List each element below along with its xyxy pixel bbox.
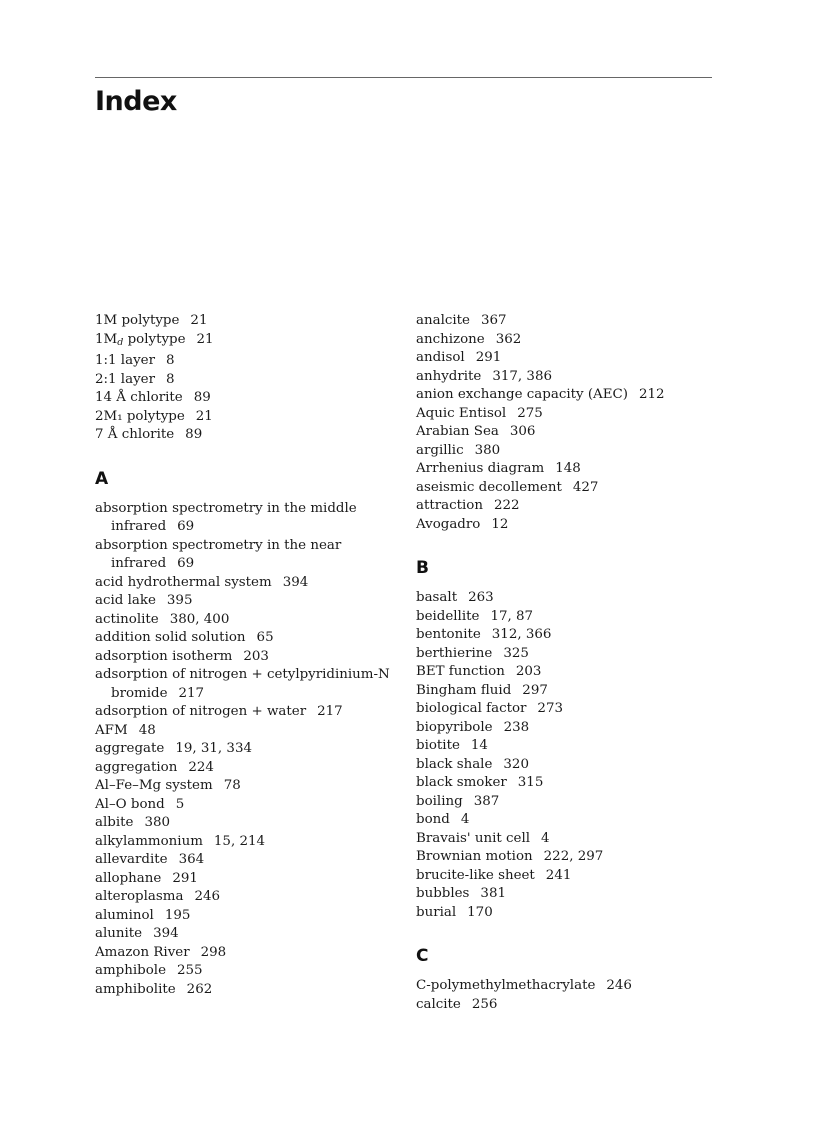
index-term: anchizone <box>416 331 485 347</box>
index-term: Al–O bond <box>95 796 165 812</box>
index-term: Amazon River <box>95 944 190 960</box>
index-pages: 12 <box>491 516 509 532</box>
index-pages: 222, 297 <box>543 849 604 864</box>
index-pages: 65 <box>256 630 274 645</box>
index-pages: 263 <box>468 590 494 605</box>
index-column-right <box>416 312 712 1014</box>
index-term: absorption spectrometry in the near infrared <box>95 537 342 571</box>
index-entry <box>416 737 712 756</box>
index-term: black smoker <box>416 775 507 790</box>
index-term: acid hydrothermal system <box>95 574 272 590</box>
index-term: bond <box>416 812 450 827</box>
index-pages: 48 <box>138 722 156 738</box>
index-term: acid lake <box>95 593 156 608</box>
index-entry <box>416 719 712 738</box>
index-term: allophane <box>95 870 162 886</box>
index-term: aggregate <box>95 741 165 756</box>
header-rule <box>95 77 712 78</box>
index-term: biotite <box>416 738 460 753</box>
index-pages: 315 <box>517 775 544 790</box>
index-pages: 217 <box>178 685 205 701</box>
index-pages: 275 <box>517 405 543 421</box>
index-entry <box>416 626 712 645</box>
index-pages: 203 <box>243 648 269 664</box>
index-pages: 170 <box>467 904 493 920</box>
index-term: beidellite <box>416 608 480 624</box>
index-entry <box>95 851 395 870</box>
index-term: Arabian Sea <box>416 424 499 439</box>
index-term: bubbles <box>416 886 470 901</box>
index-entry <box>95 796 395 815</box>
index-pages: 387 <box>473 793 500 809</box>
index-entry <box>416 442 712 461</box>
index-entry <box>416 608 712 627</box>
index-entry <box>95 389 395 408</box>
index-term: Al–Fe–Mg system <box>95 778 213 793</box>
index-term: alkylammonium <box>95 833 203 849</box>
index-term: 7 Å chlorite <box>95 427 175 442</box>
index-pages: 381 <box>480 886 506 901</box>
index-pages: 364 <box>178 852 205 867</box>
index-term: aggregation <box>95 759 178 775</box>
index-column-left <box>95 312 395 999</box>
index-entry <box>95 703 395 722</box>
index-entry <box>416 645 712 664</box>
index-entry <box>416 996 712 1015</box>
index-term: anion exchange capacity (AEC) <box>416 387 628 402</box>
index-pages: 17, 87 <box>490 608 534 624</box>
index-pages: 291 <box>475 350 502 365</box>
index-term: basalt <box>416 590 458 605</box>
index-entry <box>95 666 395 703</box>
index-pages: 312, 366 <box>491 627 552 642</box>
index-entry <box>416 497 712 516</box>
index-pages: 238 <box>503 719 530 735</box>
index-pages: 78 <box>223 778 241 793</box>
index-term: 1:1 layer <box>95 353 155 368</box>
index-term: aseismic decollement <box>416 479 562 495</box>
index-pages: 19, 31, 334 <box>175 741 252 756</box>
index-entry <box>416 904 712 923</box>
index-entry <box>95 777 395 796</box>
index-term: C-polymethylmethacrylate <box>416 978 596 993</box>
index-term: black shale <box>416 756 493 772</box>
index-pages: 380, 400 <box>169 611 230 627</box>
index-pages: 325 <box>503 645 529 661</box>
index-entry <box>416 682 712 701</box>
index-pages: 69 <box>177 519 195 534</box>
index-pages: 273 <box>537 701 563 716</box>
index-entry <box>416 663 712 682</box>
index-entry <box>95 814 395 833</box>
index-entry <box>416 589 712 608</box>
index-entry <box>416 312 712 331</box>
index-entry <box>95 312 395 331</box>
index-pages: 427 <box>572 479 599 495</box>
index-entry <box>95 740 395 759</box>
index-term: actinolite <box>95 611 159 627</box>
index-pages: 306 <box>509 424 536 439</box>
entries-a-continued <box>416 312 712 534</box>
index-entry <box>416 368 712 387</box>
index-entry <box>416 977 712 996</box>
index-term: alunite <box>95 926 143 941</box>
index-term: anhydrite <box>416 368 482 384</box>
index-term: argillic <box>416 442 464 458</box>
index-entry <box>95 648 395 667</box>
index-pages: 246 <box>606 978 632 993</box>
index-pages: 21 <box>195 408 213 424</box>
index-term: boiling <box>416 793 463 809</box>
index-pages: 14 <box>470 738 488 753</box>
index-entry <box>95 629 395 648</box>
index-term: absorption spectrometry in the middle infrared <box>95 500 357 534</box>
index-entry <box>416 386 712 405</box>
index-pages: 89 <box>185 427 203 442</box>
index-pages: 8 <box>165 353 175 368</box>
index-pages: 148 <box>555 461 581 476</box>
section-heading-c: C <box>416 946 429 966</box>
page-title: Index <box>95 86 177 117</box>
index-entry <box>95 981 395 1000</box>
index-entry <box>95 574 395 593</box>
index-term: 1M polytype <box>95 313 180 328</box>
index-pages: 69 <box>177 556 195 571</box>
index-pages: 224 <box>188 759 214 775</box>
index-entry <box>416 756 712 775</box>
index-pages: 89 <box>193 390 211 405</box>
index-pages: 246 <box>194 889 220 904</box>
index-term: Bingham fluid <box>416 682 512 698</box>
index-entry <box>416 774 712 793</box>
index-term: biological factor <box>416 701 527 716</box>
index-term: amphibolite <box>95 981 176 997</box>
index-pages: 217 <box>317 704 343 719</box>
index-pages: 320 <box>503 756 529 772</box>
index-entry <box>416 423 712 442</box>
index-entry <box>95 833 395 852</box>
index-entry <box>95 722 395 741</box>
index-term: Avogadro <box>416 516 481 532</box>
entries-c <box>416 977 712 1014</box>
index-pages: 241 <box>545 867 572 883</box>
index-term: brucite-like sheet <box>416 867 535 883</box>
index-term: analcite <box>416 313 470 328</box>
index-term: alteroplasma <box>95 889 184 904</box>
index-term: adsorption isotherm <box>95 648 233 664</box>
index-pages: 291 <box>172 870 198 886</box>
index-entry <box>95 500 395 537</box>
index-entry <box>95 352 395 371</box>
index-term: 2M₁ polytype <box>95 408 185 424</box>
index-term: adsorption of nitrogen + cetylpyridinium-N bromide <box>95 667 390 701</box>
index-pages: 394 <box>153 926 179 941</box>
index-entry <box>95 611 395 630</box>
index-term: adsorption of nitrogen + water <box>95 704 307 719</box>
index-pages: 203 <box>515 664 542 679</box>
index-term: attraction <box>416 498 483 513</box>
section-heading-a: A <box>95 468 109 489</box>
index-pages: 297 <box>522 682 548 698</box>
index-entry <box>416 331 712 350</box>
index-pages: 380 <box>144 815 170 830</box>
index-term: BET function <box>416 664 505 679</box>
index-entry <box>416 460 712 479</box>
index-term: bentonite <box>416 627 481 642</box>
index-pages: 262 <box>186 981 213 997</box>
entries-b <box>416 589 712 922</box>
index-entry <box>416 793 712 812</box>
index-entry <box>95 907 395 926</box>
index-term: addition solid solution <box>95 630 246 645</box>
index-pages: 380 <box>474 442 501 458</box>
index-pages: 4 <box>460 812 470 827</box>
index-pages: 394 <box>282 574 309 590</box>
entries-numeric <box>95 312 395 445</box>
index-term: AFM <box>95 722 128 738</box>
index-entry <box>416 830 712 849</box>
section-heading-b: B <box>416 558 429 578</box>
index-entry <box>416 811 712 830</box>
index-term: albite <box>95 815 134 830</box>
index-entry <box>416 848 712 867</box>
index-pages: 362 <box>495 331 522 347</box>
index-entry <box>416 479 712 498</box>
index-entry <box>95 592 395 611</box>
index-entry <box>95 870 395 889</box>
index-pages: 256 <box>471 996 498 1012</box>
index-entry <box>95 888 395 907</box>
index-entry <box>416 349 712 368</box>
index-entry <box>95 925 395 944</box>
index-term: Bravais' unit cell <box>416 830 531 846</box>
index-term: Brownian motion <box>416 849 533 864</box>
index-pages: 15, 214 <box>213 833 266 849</box>
index-entry <box>95 426 395 445</box>
index-entry <box>95 408 395 427</box>
index-term: $1M_d$ polytype <box>95 331 186 348</box>
index-term: calcite <box>416 996 461 1012</box>
index-entry <box>95 944 395 963</box>
index-entry <box>416 885 712 904</box>
index-pages: 8 <box>165 371 175 387</box>
index-pages: 317, 386 <box>492 368 552 384</box>
index-term: allevardite <box>95 852 168 867</box>
index-term: 2:1 layer <box>95 371 155 387</box>
index-term: biopyribole <box>416 719 493 735</box>
index-pages: 395 <box>166 593 193 608</box>
index-pages: 4 <box>541 830 550 846</box>
index-term: burial <box>416 904 457 920</box>
index-entry <box>95 371 395 390</box>
index-pages: 5 <box>175 796 185 812</box>
index-entry <box>95 331 395 353</box>
index-entry <box>416 700 712 719</box>
index-pages: 21 <box>196 331 214 347</box>
index-pages: 195 <box>164 907 191 923</box>
index-term: Aquic Entisol <box>416 405 507 421</box>
index-entry <box>95 759 395 778</box>
index-pages: 255 <box>177 963 203 978</box>
index-term: andisol <box>416 350 465 365</box>
index-entry <box>95 537 395 574</box>
index-pages: 298 <box>200 944 227 960</box>
index-entry <box>416 405 712 424</box>
index-pages: 21 <box>190 313 208 328</box>
index-entry <box>95 962 395 981</box>
index-term: berthierine <box>416 645 493 661</box>
index-entry <box>416 516 712 535</box>
index-pages: 367 <box>480 313 507 328</box>
index-entry <box>416 867 712 886</box>
index-term: Arrhenius diagram <box>416 461 545 476</box>
index-pages: 212 <box>638 387 665 402</box>
entries-a <box>95 500 395 1000</box>
index-term: 14 Å chlorite <box>95 390 183 405</box>
index-term: amphibole <box>95 963 167 978</box>
index-pages: 222 <box>493 498 520 513</box>
index-term: aluminol <box>95 907 154 923</box>
